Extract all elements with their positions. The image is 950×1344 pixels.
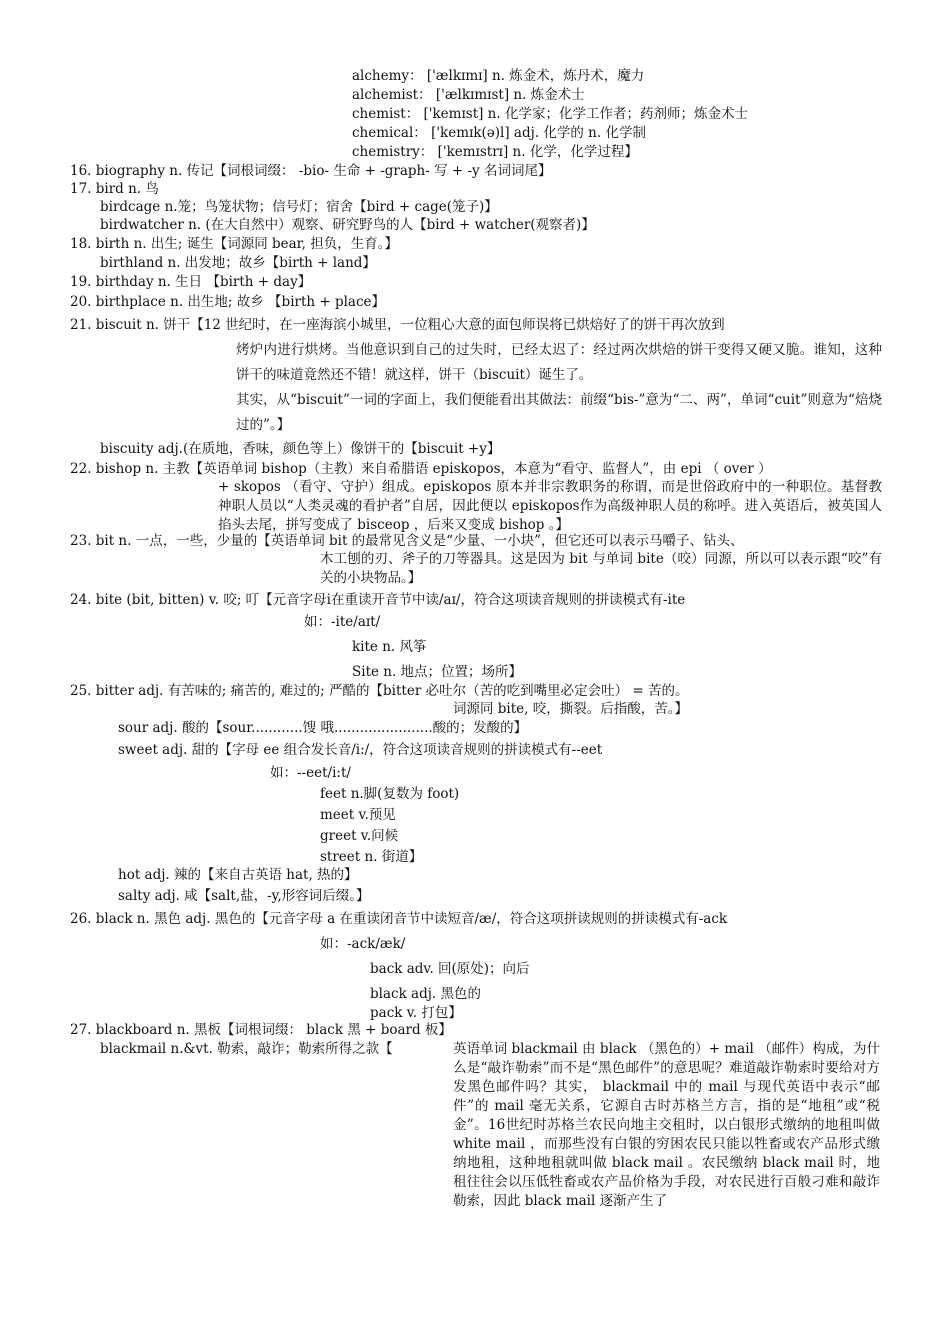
entry-site: Site n. 地点；位置；场所】 [352, 664, 523, 680]
entry-22-bishop: 22. bishop n. 主教【英语单词 bishop（主教）来自希腊语 episkopos，本意为“看守、监督人”，由 epi （ over ） [70, 461, 772, 477]
entry-21-biscuit: 21. biscuit n. 饼干【12 世纪时，在一座海滨小城里，一位粗心大意的面包师误将已烘焙好了的饼干再次放到 [70, 317, 725, 333]
entry-chemistry: chemistry： ['kemɪstrɪ] n. 化学，化学过程】 [352, 144, 638, 160]
entry-sweet: sweet adj. 甜的【字母 ee 组合发长音/i:/，符合这项读音规则的拼读模式有--eet [118, 742, 603, 758]
sweet-example-label: 如：--eet/i:t/ [270, 765, 351, 781]
entry-16-biography: 16. biography n. 传记【词根词缀： -bio- 生命 + -graph- 写 + -y 名词词尾】 [70, 163, 552, 179]
entry-street: street n. 街道】 [320, 849, 423, 865]
entry-27-blackboard: 27. blackboard n. 黑板【词根词缀： black 黑 + board 板】 [70, 1022, 452, 1038]
entry-17-bird: 17. bird n. 鸟 [70, 181, 159, 197]
entry-19-birthday: 19. birthday n. 生日 【birth + day】 [70, 274, 312, 290]
bit-story: 木工刨的刃、斧子的刀等器具。这是因为 bit 与单词 bite（咬）同源，所以可以表示跟“咬”有关的小块物品。】 [320, 551, 882, 586]
entry-feet: feet n.脚(复数为 foot) [320, 786, 460, 802]
entry-alchemy: alchemy： ['ælkɪmɪ] n. 炼金术，炼丹术，魔力 [352, 68, 645, 84]
biscuit-story-p1: 烤炉内进行烘烤。当他意识到自己的过失时，已经太迟了：经过两次烘焙的饼干变得又硬又脆。谁知，这种饼干的味道竟然还不错！就这样，饼干（biscuit）诞生了。 [236, 342, 882, 383]
entry-kite: kite n. 风筝 [352, 639, 427, 655]
entry-18-birth: 18. birth n. 出生; 诞生【词源同 bear, 担负，生育。】 [70, 236, 398, 252]
biscuit-story [236, 338, 882, 438]
entry-pack: pack v. 打包】 [370, 1005, 462, 1021]
blackmail-story: 英语单词 blackmail 由 black （黑色的）+ mail （邮件）构成，为什么是“敲诈勒索”而不是“黑色邮件”的意思呢？难道敲诈勒索时要给对方发黑色邮件吗？其实， blackmail 中的 mail 与现代英语中表示“邮件”的 mail 毫无关系，它源自古时苏格兰方言，指的是“地租”或“税金”。16世纪时苏格兰农民向地主交租时，以白银形式缴纳的地租叫做 white mail ，而那些没有白银的穷困农民只能以牲畜或农产品形式缴纳地租，这种地租就叫做 black mail 。农民缴纳 black mail 时，地租往往会以压低牲畜或农产品价格为手段，对农民进行百般刁难和敲诈勒索，因此 black mail 逐渐产生了 [453, 1041, 880, 1209]
entry-meet: meet v.预见 [320, 807, 396, 823]
entry-back: back adv. 回(原处)；向后 [370, 961, 530, 977]
bite-example-label: 如：-ite/aɪt/ [304, 614, 381, 630]
entry-25-bitter: 25. bitter adj. 有苦味的; 痛苦的, 难过的; 严酷的【bitter 必吐尔（苦的吃到嘴里必定会吐） = 苦的。 [70, 683, 689, 699]
entry-sour: sour adj. 酸的【sour............馊 哦.......................酸的；发酸的】 [118, 720, 528, 736]
entry-birthland: birthland n. 出发地；故乡【birth + land】 [100, 255, 376, 271]
entry-24-bite: 24. bite (bit, bitten) v. 咬; 叮【元音字母i在重读开音节中读/aɪ/，符合这项读音规则的拼读模式有-ite [70, 592, 686, 608]
bishop-story: + skopos （看守、守护）组成。episkopos 原本并非宗教职务的称谓，而是世俗政府中的一种职位。基督教神职人员以“人类灵魂的看护者”自居，因此便以 episkopos作为高级神职人员的称呼。进入英语后，被英国人掐头去尾，拼写变成了 bisceop ，后来又变成 bishop 。】 [218, 479, 882, 533]
entry-blackmail: blackmail n.&vt. 勒索，敲诈；勒索所得之款【 [100, 1041, 393, 1057]
entry-salty: salty adj. 咸【salt,盐，-y,形容词后缀。】 [118, 888, 370, 904]
entry-alchemist: alchemist： ['ælkɪmɪst] n. 炼金术士 [352, 87, 585, 103]
entry-23-bit: 23. bit n. 一点，一些，少量的【英语单词 bit 的最常见含义是“少量、一小块”，但它还可以表示马嚼子、钻头、 [70, 533, 744, 549]
entry-birdcage: birdcage n.笼；鸟笼状物；信号灯；宿舍【bird + cage(笼子)】 [100, 199, 498, 215]
entry-birdwatcher: birdwatcher n. (在大自然中）观察、研究野鸟的人【bird + watcher(观察者)】 [100, 217, 595, 233]
entry-chemical: chemical： ['kemɪk(ə)l] adj. 化学的 n. 化学制 [352, 125, 646, 141]
entry-black-adj: black adj. 黑色的 [370, 986, 481, 1002]
biscuit-story-p2: 其实，从“biscuit”一词的字面上，我们便能看出其做法：前缀“bis-”意为“二、两”，单词“cuit”则意为“焙烧过的”。】 [236, 392, 882, 433]
bitter-etymology: 词源同 bite, 咬，撕裂。后指酸，苦。】 [453, 701, 688, 717]
entry-hot: hot adj. 辣的【来自古英语 hat, 热的】 [118, 867, 358, 883]
entry-biscuity: biscuity adj.(在质地，香味，颜色等上）像饼干的【biscuit +y】 [100, 441, 501, 457]
black-example-label: 如：-ack/æk/ [320, 936, 406, 952]
entry-20-birthplace: 20. birthplace n. 出生地; 故乡 【birth + place】 [70, 294, 386, 310]
entry-greet: greet v.问候 [320, 828, 399, 844]
entry-chemist: chemist： ['kemɪst] n. 化学家；化学工作者；药剂师；炼金术士 [352, 106, 748, 122]
entry-26-black: 26. black n. 黑色 adj. 黑色的【元音字母 a 在重读闭音节中读短音/æ/，符合这项拼读规则的拼读模式有-ack [70, 911, 728, 927]
